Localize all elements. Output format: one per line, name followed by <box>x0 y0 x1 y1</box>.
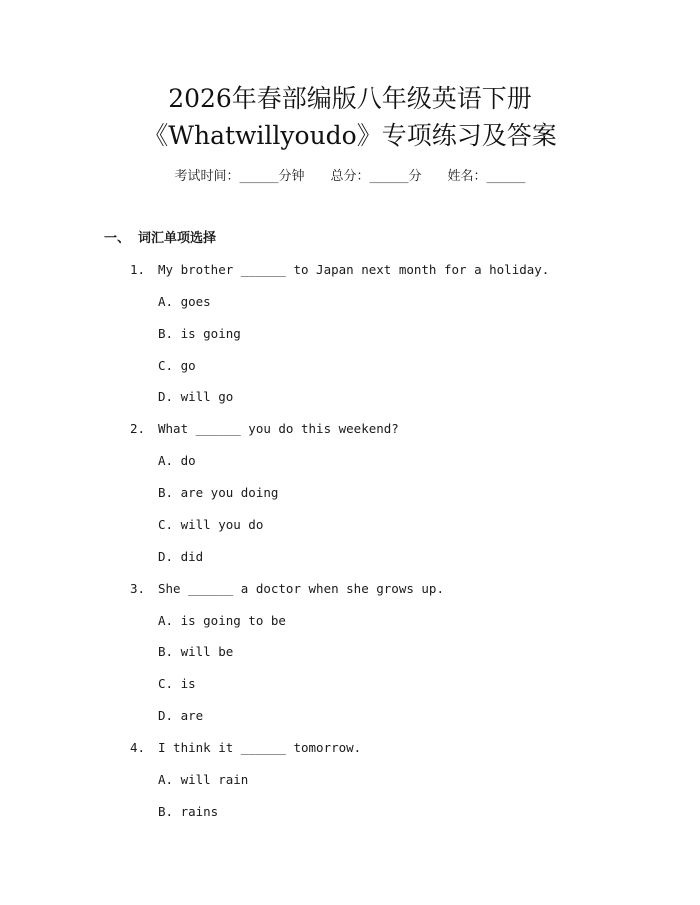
question-number: 3. <box>130 581 146 596</box>
question-number: 1. <box>130 262 146 277</box>
question-number: 2. <box>130 421 146 436</box>
question-option: D. are <box>158 708 204 723</box>
document-title-line-1: 2026年春部编版八年级英语下册 <box>168 84 532 113</box>
question-text: She ______ a doctor when she grows up. <box>158 581 444 596</box>
question-option: A. is going to be <box>158 613 286 628</box>
question-option: B. will be <box>158 644 234 659</box>
question-text: I think it ______ tomorrow. <box>158 740 362 755</box>
exam-info <box>0 168 700 186</box>
question-option: A. do <box>158 453 196 468</box>
question-option: A. goes <box>158 294 211 309</box>
section-number: 一、 <box>104 231 131 246</box>
question-option: B. are you doing <box>158 485 279 500</box>
student-name-field: 姓名：______ <box>447 169 526 184</box>
document-title-line-2: 《Whatwillyoudo》专项练习及答案 <box>143 121 557 150</box>
question-option: C. will you do <box>158 517 264 532</box>
question-text: My brother ______ to Japan next month for a holiday. <box>158 262 550 277</box>
question-number: 4. <box>130 740 146 755</box>
question-option: B. is going <box>158 326 241 341</box>
question-option: D. will go <box>158 389 234 404</box>
question-text: What ______ you do this weekend? <box>158 421 399 436</box>
exam-time-field: 考试时间：______分钟 <box>174 169 305 184</box>
section-title: 词汇单项选择 <box>138 231 217 246</box>
question-option: C. is <box>158 676 196 691</box>
section-heading <box>104 230 216 248</box>
question-option: D. did <box>158 549 204 564</box>
exam-score-field: 总分：______分 <box>330 169 422 184</box>
question-option: B. rains <box>158 804 219 819</box>
question-option: C. go <box>158 358 196 373</box>
question-option: A. will rain <box>158 772 249 787</box>
